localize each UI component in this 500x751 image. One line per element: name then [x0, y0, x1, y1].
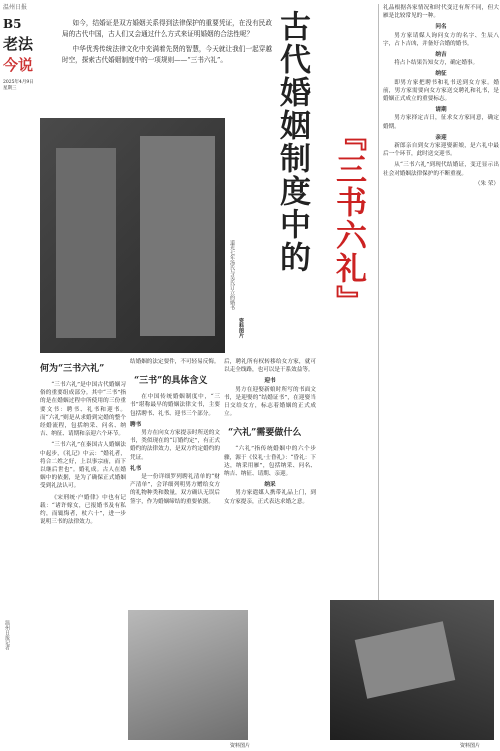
masthead — [3, 2, 47, 122]
column-4-paragraph-6: 新郎亲自到女方家迎娶新娘，是六礼中最后一个环节，此时送交迎书。 — [383, 143, 499, 158]
photo-caption: 道光七年汤氏与吴氏订立的婚书 — [229, 240, 235, 310]
subheading-nazheng: 纳征 — [435, 71, 447, 78]
column-4-paragraph-7: 从“三书六礼”到现代结婚证，变迁显示出社会对婚姻法律保护的不断重视。 — [383, 162, 499, 177]
section-subtitle: 今说 — [3, 56, 34, 74]
section-heading-what-is: 何为“三书六礼” — [40, 364, 105, 374]
page-number: B5 — [3, 17, 22, 31]
article-title-quote: 『三书六礼』 — [330, 120, 366, 318]
column-3-paragraph-1: 男方在迎娶新娘时所写的书面文书，是迎娶的“结婚证书”，在迎娶当日交给女方，标志着婚姻的正式成立。 — [224, 386, 316, 418]
column-2-paragraph-3: 是一份详细罗列聘礼清单的“财产清单”，会详细列明男方赠给女方的礼物种类和数量，双方确认无误后签字，作为婚姻缔结的重要依据。 — [130, 474, 220, 505]
issue-weekday: 星期三 — [3, 86, 17, 91]
column-3-paragraph-3: 男方家遣媒人携带礼品上门，到女方家提亲，正式表达求婚之意。 — [224, 490, 316, 505]
document-right-panel — [140, 136, 215, 336]
envelope-shape — [355, 621, 456, 698]
wedding-items-photo — [128, 610, 248, 740]
paper-name: 温州日报 — [3, 4, 28, 11]
column-1-paragraph-1: “三书六礼”是中国古代婚姻习俗的重要组成部分。其中“三书”指的是在婚姻过程中所使用的三份重要文书：聘书、礼书和迎书。而“六礼”则是从求婚到完婚的整个经婚流程，包括纳采、问名、纳吉、纳征、请期和亲迎六个环节。 — [40, 382, 126, 438]
subheading-nacai: 纳采 — [264, 482, 276, 489]
column-4-paragraph-2: 男方家请媒人询问女方的名字、生辰八字，占卜吉凶，并备好合婚的婚书。 — [383, 32, 499, 47]
section-heading-six-rites: “六礼”需要做什么 — [228, 428, 302, 439]
subheading-qinying: 亲迎 — [435, 134, 447, 141]
column-2-paragraph-1: 在中国传统婚姻制度中，“三书”堪称最早的婚姻法律文书，主要包括聘书、礼书、迎书三个部分。 — [130, 394, 220, 417]
bottom-caption-left: 资料图片 — [230, 743, 251, 749]
column-4 — [378, 4, 499, 604]
subheading-yingshu: 迎书 — [264, 378, 276, 385]
side-credit: 温州日报记者 — [4, 620, 10, 650]
column-2-paragraph-2: 男方在向女方家提亲时所送的文书，类似现在的“订婚约定”，有正式婚约的法律效力，是双方约定婚约的凭证。 — [130, 430, 220, 461]
subheading-pinshu: 聘书 — [130, 421, 142, 428]
subheading-qingqi: 请期 — [435, 107, 447, 114]
bottom-caption-right: 资料图片 — [460, 743, 481, 749]
photo-credit: 资料图片 — [238, 318, 244, 338]
section-heading-three-docs: “三书”的具体含义 — [134, 376, 208, 387]
column-4-paragraph-4: 即男方家把聘书和礼书送到女方家。婚前，男方家需要向女方家送交聘礼和礼书，是婚姻正式成立的重要标志。 — [383, 79, 499, 103]
column-4-paragraph-5: 男方家择定吉日，征求女方家同意，确定婚期。 — [383, 115, 499, 130]
subheading-wenming: 问名 — [435, 24, 447, 31]
marriage-certificate-photo — [40, 118, 225, 353]
column-2-lead: 结婚姻的法定要件，不可轻易反悔。 — [130, 359, 220, 365]
red-envelope-photo — [330, 600, 494, 740]
document-left-panel — [56, 148, 116, 338]
column-3-lead: 后，聘礼所有权转移给女方家，就可以走全线路，也可以是干系效益等。 — [224, 359, 316, 374]
article-title: 古代婚姻制度中的 — [274, 10, 310, 274]
column-4-paragraph-3: 将占卜结果告知女方，确定婚事。 — [394, 60, 479, 67]
column-1-paragraph-2: “三书六礼”在秦国古人婚姻法中起步，《礼记》中云：“婚礼者，将合二姓之好，上以事宗庙，而下以继后世也”。婚礼成。古人在婚姻中的依据，是为了确保正式婚姻受到礼法认可。 — [40, 442, 126, 490]
section-title: 老法 — [3, 35, 34, 53]
column-1 — [40, 358, 126, 688]
subheading-lishu: 礼书 — [130, 465, 142, 472]
issue-date: 2025年4月9日 — [3, 80, 34, 85]
intro-box — [62, 18, 272, 118]
column-4-paragraph-1: 礼品根据各家情况和时代变迁有所不同，但大雁是比较常见的一种。 — [383, 5, 499, 20]
intro-paragraph-2: 中华优秀传统法律文化中充满着先贤的智慧，今天就让我们一起穿越时空，探索古代婚姻制度中的一项规则——“三书六礼”。 — [62, 45, 272, 64]
article-byline: （朱 荣） — [474, 180, 499, 187]
intro-paragraph-1: 如今，结婚证是双方婚姻关系得到法律保护的重要凭证，在没有民政局的古代中国，古人们又会通过什么方式来证明婚姻的合法性呢？ — [62, 19, 272, 38]
column-1-paragraph-3: 《宋刑统·户婚律》中也有记载：“诸许嫁女，已报婚书及有私约，而辄悔者，杖六十”，进一步说明三书的法律效力。 — [40, 494, 126, 526]
column-3-paragraph-2: “六礼”指传统婚姻中的六个步骤，源于《仪礼·士昏礼》：“昏礼：下达，纳采用雁”，包括纳采、问名、纳吉、纳征、请期、亲迎。 — [224, 446, 316, 478]
subheading-naji: 纳吉 — [435, 52, 447, 59]
